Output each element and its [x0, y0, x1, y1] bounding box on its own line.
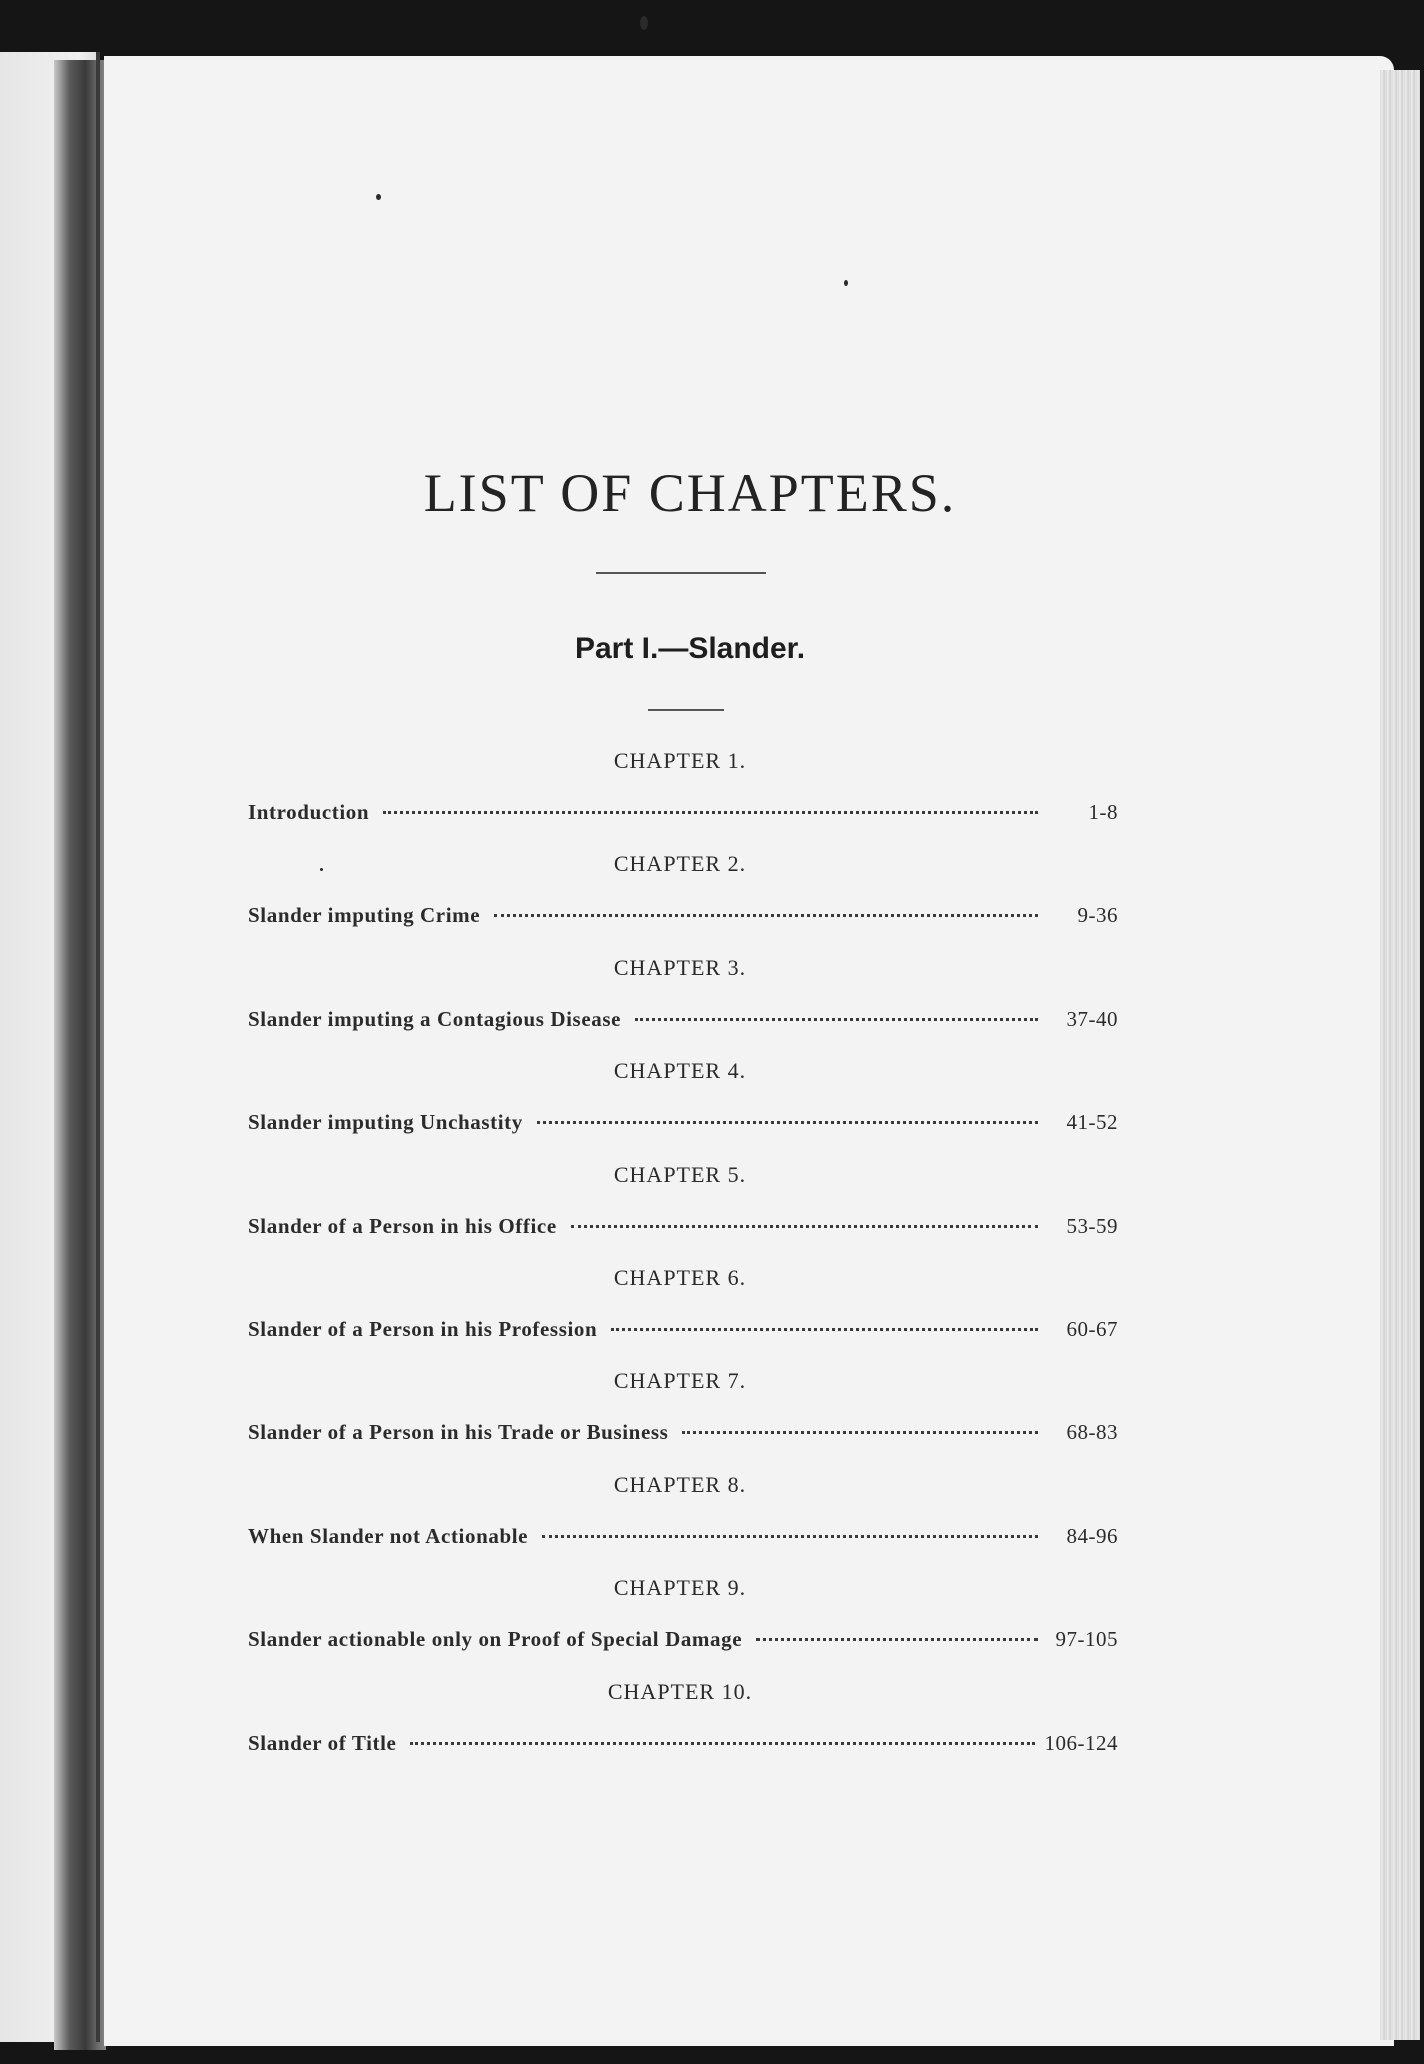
page-range: 41-52 [1066, 1110, 1118, 1135]
page-range: 1-8 [1088, 800, 1118, 824]
chapter-block [240, 1162, 1120, 1265]
chapter-title: Slander imputing Crime [248, 903, 481, 928]
title-divider [596, 572, 766, 574]
chapter-title: Slander imputing Unchastity [248, 1110, 523, 1135]
dot-leader [537, 1121, 1038, 1124]
page-title: LIST OF CHAPTERS. [423, 463, 957, 523]
chapter-heading: CHAPTER 9. [613, 1575, 747, 1601]
page-range: 53-59 [1066, 1213, 1118, 1238]
dot-leader [494, 914, 1038, 917]
chapter-heading: CHAPTER 1. [613, 748, 747, 773]
page-range: 68-83 [1066, 1420, 1118, 1445]
chapter-title: Introduction [248, 800, 370, 824]
dot-leader [682, 1431, 1038, 1434]
chapter-block [240, 1575, 1120, 1678]
page-range: 60-67 [1066, 1316, 1118, 1341]
dot-leader [611, 1328, 1038, 1331]
chapter-title: Slander of Title [248, 1730, 397, 1755]
dot-leader [571, 1225, 1038, 1228]
toc-entry [248, 1110, 1118, 1135]
toc-entry [248, 1007, 1118, 1032]
chapter-block [240, 748, 1120, 851]
chapter-heading: CHAPTER 6. [613, 1264, 747, 1290]
chapter-title: Slander of a Person in his Profession [248, 1316, 598, 1341]
part-heading: Part I.—Slander. [574, 632, 806, 665]
chapter-heading: CHAPTER 7. [613, 1368, 747, 1394]
chapter-heading: CHAPTER 2. [613, 851, 747, 877]
toc-entry [248, 1317, 1118, 1342]
chapter-title: Slander of a Person in his Office [248, 1213, 557, 1238]
chapter-block [240, 955, 1120, 1058]
dot-leader [383, 811, 1038, 814]
chapter-block [240, 851, 1120, 954]
chapter-heading: CHAPTER 4. [613, 1058, 747, 1084]
dot-leader [756, 1638, 1038, 1641]
chapter-block [240, 1058, 1120, 1161]
chapter-heading: CHAPTER 10. [607, 1678, 753, 1704]
toc-entry [248, 800, 1118, 825]
page-range: 97-105 [1055, 1627, 1118, 1652]
chapter-block [240, 1472, 1120, 1575]
toc-entry [248, 1731, 1118, 1756]
dot-leader [410, 1742, 1034, 1745]
dot-leader [635, 1018, 1038, 1021]
chapter-title: Slander actionable only on Proof of Special Damage [248, 1627, 743, 1652]
page-range: 106-124 [1044, 1730, 1118, 1755]
chapter-block [240, 1265, 1120, 1368]
chapter-heading: CHAPTER 8. [613, 1471, 747, 1497]
part-divider [648, 709, 724, 711]
chapter-heading: CHAPTER 5. [613, 1161, 747, 1187]
chapter-title: Slander imputing a Contagious Disease [248, 1006, 622, 1031]
chapter-list [240, 748, 1120, 1782]
chapter-title: When Slander not Actionable [248, 1523, 529, 1548]
toc-entry [248, 1627, 1118, 1652]
dot-leader [542, 1535, 1038, 1538]
toc-entry [248, 903, 1118, 928]
chapter-block [240, 1368, 1120, 1471]
toc-entry [248, 1524, 1118, 1549]
chapter-title: Slander of a Person in his Trade or Business [248, 1420, 669, 1445]
page-range: 9-36 [1077, 903, 1118, 928]
page-range: 84-96 [1066, 1523, 1118, 1548]
chapter-block [240, 1679, 1120, 1782]
toc-entry [248, 1214, 1118, 1239]
page-range: 37-40 [1066, 1006, 1118, 1031]
chapter-heading: CHAPTER 3. [613, 954, 747, 980]
toc-entry [248, 1420, 1118, 1445]
